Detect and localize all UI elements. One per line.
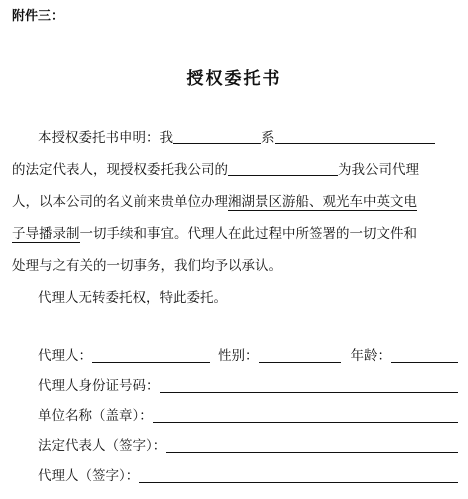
text-segment: 的法定代表人，现授权委托我公司的 bbox=[12, 162, 228, 178]
legal-rep-row bbox=[38, 436, 458, 456]
underlined-project-name-cont: 子导播录制 bbox=[12, 226, 80, 242]
document-title: 授权委托书 bbox=[186, 69, 282, 89]
text-segment: 为我公司代理 bbox=[338, 162, 419, 178]
text-segment: 系 bbox=[261, 130, 275, 146]
agent-id-row bbox=[38, 376, 458, 396]
age-label: 年龄： bbox=[350, 348, 391, 364]
text-segment: 人，以本公司的名义前来贵单位办理 bbox=[12, 194, 228, 210]
company-blank-field[interactable] bbox=[153, 408, 458, 423]
para1-line2 bbox=[12, 160, 458, 180]
agent-sign-label: 代理人（签字）： bbox=[38, 468, 140, 484]
gender-blank[interactable] bbox=[259, 348, 341, 363]
text-segment: 一切手续和事宜。代理人在此过程中所签署的一切文件和 bbox=[79, 226, 417, 242]
para1-line1 bbox=[38, 128, 458, 148]
agent-sign-blank[interactable] bbox=[139, 468, 458, 483]
para1-line5 bbox=[12, 256, 458, 276]
text-segment: 代理人无转委托权，特此委托。 bbox=[38, 290, 227, 306]
gender-label: 性别： bbox=[218, 348, 259, 364]
name-blank bbox=[173, 129, 261, 144]
underlined-project-name: 湘湖景区游船、观光车中英文电 bbox=[228, 194, 417, 210]
attachment-label: 附件三： bbox=[12, 9, 65, 24]
age-blank[interactable] bbox=[391, 348, 458, 363]
legal-rep-label: 法定代表人（签字）： bbox=[38, 438, 167, 454]
company-label: 单位名称（盖章）： bbox=[38, 408, 153, 424]
para2 bbox=[38, 288, 458, 308]
agent-id-label: 代理人身份证号码： bbox=[38, 378, 160, 394]
company-row bbox=[38, 406, 458, 426]
para1-line4 bbox=[12, 224, 458, 244]
para1-line3 bbox=[12, 192, 458, 212]
agent-blank[interactable] bbox=[92, 348, 210, 363]
text-segment: 本授权委托书申明：我 bbox=[38, 130, 173, 146]
text-segment: 处理与之有关的一切事务，我们均予以承认。 bbox=[12, 258, 282, 274]
agent-label: 代理人： bbox=[38, 348, 92, 364]
agent-info-row bbox=[38, 346, 458, 366]
agent-name-blank bbox=[228, 161, 338, 176]
agent-sign-row bbox=[38, 466, 458, 486]
agent-id-blank[interactable] bbox=[160, 378, 459, 393]
company-blank bbox=[275, 129, 435, 144]
legal-rep-blank[interactable] bbox=[166, 438, 458, 453]
